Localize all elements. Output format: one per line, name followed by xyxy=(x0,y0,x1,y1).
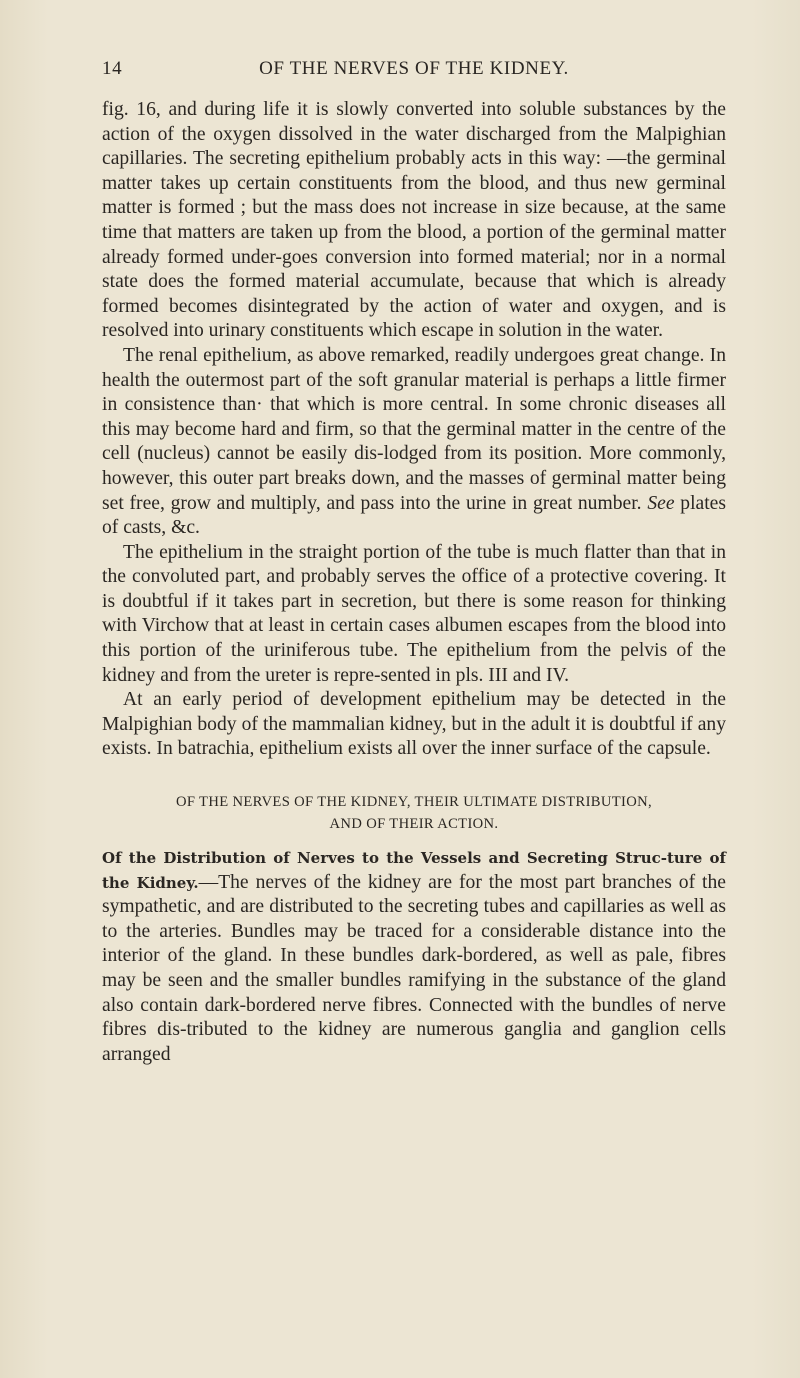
run-in-heading: Of the Distribution of Nerves to the Vessels and Secreting Struc-ture of the Kidney. xyxy=(102,849,726,892)
section-heading-line-2: AND OF THEIR ACTION. xyxy=(329,815,499,832)
see-reference: See xyxy=(647,492,675,514)
page-number: 14 xyxy=(102,58,123,79)
paragraph-renal-epithelium xyxy=(102,344,726,541)
plates-reference: plates of casts, &c. xyxy=(102,492,726,539)
running-head-title: OF THE NERVES OF THE KIDNEY. xyxy=(259,58,569,79)
section-heading-line-1: OF THE NERVES OF THE KIDNEY, THEIR ULTIMATE DISTRIBUTION, xyxy=(175,794,653,810)
paragraph-renal-epithelium-text: The renal epithelium, as above remarked, readily undergoes great change. In health the outermost part of the soft granular material is perhaps a little firmer in consistence than· that which is more central. In some chronic diseases all this may become hard and firm, so that the germinal matter in the centre of the cell (nucleus) cannot be easily dis-lodged from its position. More commonly, however, this outer part breaks down, and the masses of germinal matter being set free, grow and multiply, and pass into the urine in great number. xyxy=(102,344,726,514)
section-body xyxy=(102,846,726,1067)
paragraph-straight-tube: The epithelium in the straight portion of the tube is much flatter than that in the convoluted part, and probably serves the office of a protective covering. It is doubtful if it takes part in secretion, but there is some reason for thinking with Virchow that at least in certain cases albumen escapes from the blood into this portion of the uriniferous tube. The epithelium from the pelvis of the kidney and from the ureter is repre-sented in pls. III and IV. xyxy=(102,541,726,686)
running-head xyxy=(102,58,726,88)
section-heading xyxy=(102,792,726,835)
body-text xyxy=(102,98,726,762)
paragraph-nerve-distribution xyxy=(102,846,726,1067)
paragraph-continuation: fig. 16, and during life it is slowly converted into soluble substances by the action of the oxygen dissolved in the water discharged from the Malpighian capillaries. The secreting epithelium probably acts in this way: —the germinal matter takes up certain constituents from the blood, and thus new germinal matter is formed ; but the mass does not increase in size because, at the same time that matters are taken up from the blood, a portion of the germinal matter already formed under-goes conversion into formed material; nor in a normal state does the formed material accumulate, because that which is already formed becomes disintegrated by the action of water and oxygen, and is resolved into urinary constituents which escape in solution in the water. xyxy=(102,99,726,342)
paragraph-development: At an early period of development epithelium may be detected in the Malpighian body of the mammalian kidney, but in the adult it is doubtful if any exists. In batrachia, epithelium exists all over the inner surface of the capsule. xyxy=(102,689,726,760)
paragraph-nerve-distribution-text: —The nerves of the kidney are for the most part branches of the sympathetic, and are distributed to the secreting tubes and capillaries as well as to the arteries. Bundles may be traced for a considerable distance into the interior of the gland. In these bundles dark-bordered, as well as pale, fibres may be seen and the smaller bundles ramifying in the substance of the gland also contain dark-bordered nerve fibres. Connected with the bundles of nerve fibres dis-tributed to the kidney are numerous ganglia and ganglion cells arranged xyxy=(102,871,726,1065)
